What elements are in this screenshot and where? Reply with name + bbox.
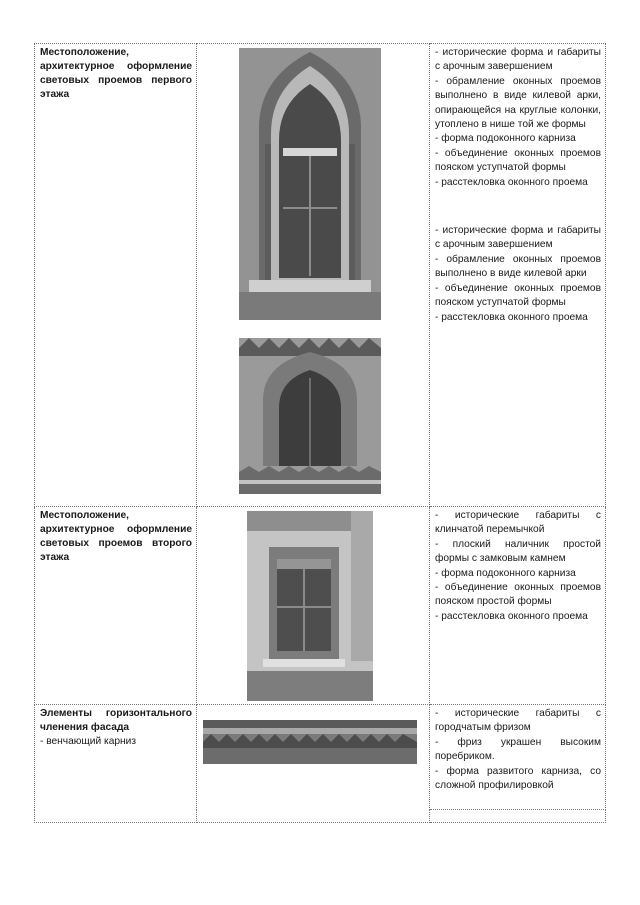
list-item: - исторические габариты с городчатым фризом xyxy=(435,708,601,734)
photo-cell xyxy=(197,44,430,507)
list-item: - обрамление оконных проемов выполнено в виде килевой арки xyxy=(435,253,601,280)
window-photo-graphic xyxy=(239,338,381,494)
list-item: - форма подоконного карниза xyxy=(435,133,576,145)
list-item: - исторические форма и габариты с арочным завершением xyxy=(435,47,601,73)
list-item: - объединение оконных проемов пояском простой формы xyxy=(435,582,601,608)
photo-cell xyxy=(197,507,430,705)
row-heading: Местоположение, архитектурное оформление световых проемов второго этажа xyxy=(40,510,192,563)
description-cell xyxy=(35,44,197,507)
photo-first-floor-window-arched xyxy=(239,338,381,494)
features-list xyxy=(430,507,605,624)
list-item: - расстекловка оконного проема xyxy=(435,610,588,622)
monument-features-table xyxy=(34,43,606,823)
list-item: - объединение оконных проемов пояском уступчатой формы xyxy=(435,282,601,309)
window-photo-graphic xyxy=(239,48,381,320)
list-item: - фриз украшен высоким поребриком. xyxy=(435,736,601,763)
photo-second-floor-window xyxy=(247,511,373,701)
row-heading: Местоположение, архитектурное оформление световых проемов первого этажа xyxy=(40,47,192,100)
empty-cell xyxy=(430,810,606,823)
list-item: - форма развитого карниза, со сложной профилировкой xyxy=(435,765,601,792)
features-list xyxy=(430,705,605,793)
features-cell xyxy=(430,507,606,705)
photo-crowning-cornice xyxy=(203,720,417,764)
table-row xyxy=(35,44,606,507)
list-item: - расстекловка оконного проема xyxy=(435,176,588,188)
photo-cell xyxy=(197,705,430,823)
features-cell xyxy=(430,44,606,507)
description-cell xyxy=(35,705,197,823)
photo-first-floor-window-keel-arch xyxy=(239,48,381,320)
list-item: - обрамление оконных проемов выполнено в виде килевой арки, опирающейся на круглые колонки, утоплено в нише той же формы xyxy=(435,75,601,131)
cornice-photo-graphic xyxy=(203,720,417,764)
features-list xyxy=(430,44,605,190)
description-cell xyxy=(35,507,197,705)
list-item: - исторические габариты с клинчатой перемычкой xyxy=(435,510,601,536)
window-photo-graphic xyxy=(247,511,373,701)
list-item: - расстекловка оконного проема xyxy=(435,311,588,323)
features-cell xyxy=(430,705,606,810)
list-item: - объединение оконных проемов пояском уступчатой формы xyxy=(435,147,601,174)
table-row xyxy=(35,705,606,810)
row-heading: Элементы горизонтального членения фасада xyxy=(40,708,192,733)
list-item: - исторические форма и габариты с арочным завершением xyxy=(435,225,601,251)
spacer xyxy=(430,190,605,222)
row-subnote: - венчающий карниз xyxy=(40,736,137,747)
features-list xyxy=(430,222,605,325)
list-item: - плоский наличник простой формы с замковым камнем xyxy=(435,538,601,565)
list-item: - форма подоконного карниза xyxy=(435,567,576,579)
table-row xyxy=(35,507,606,705)
